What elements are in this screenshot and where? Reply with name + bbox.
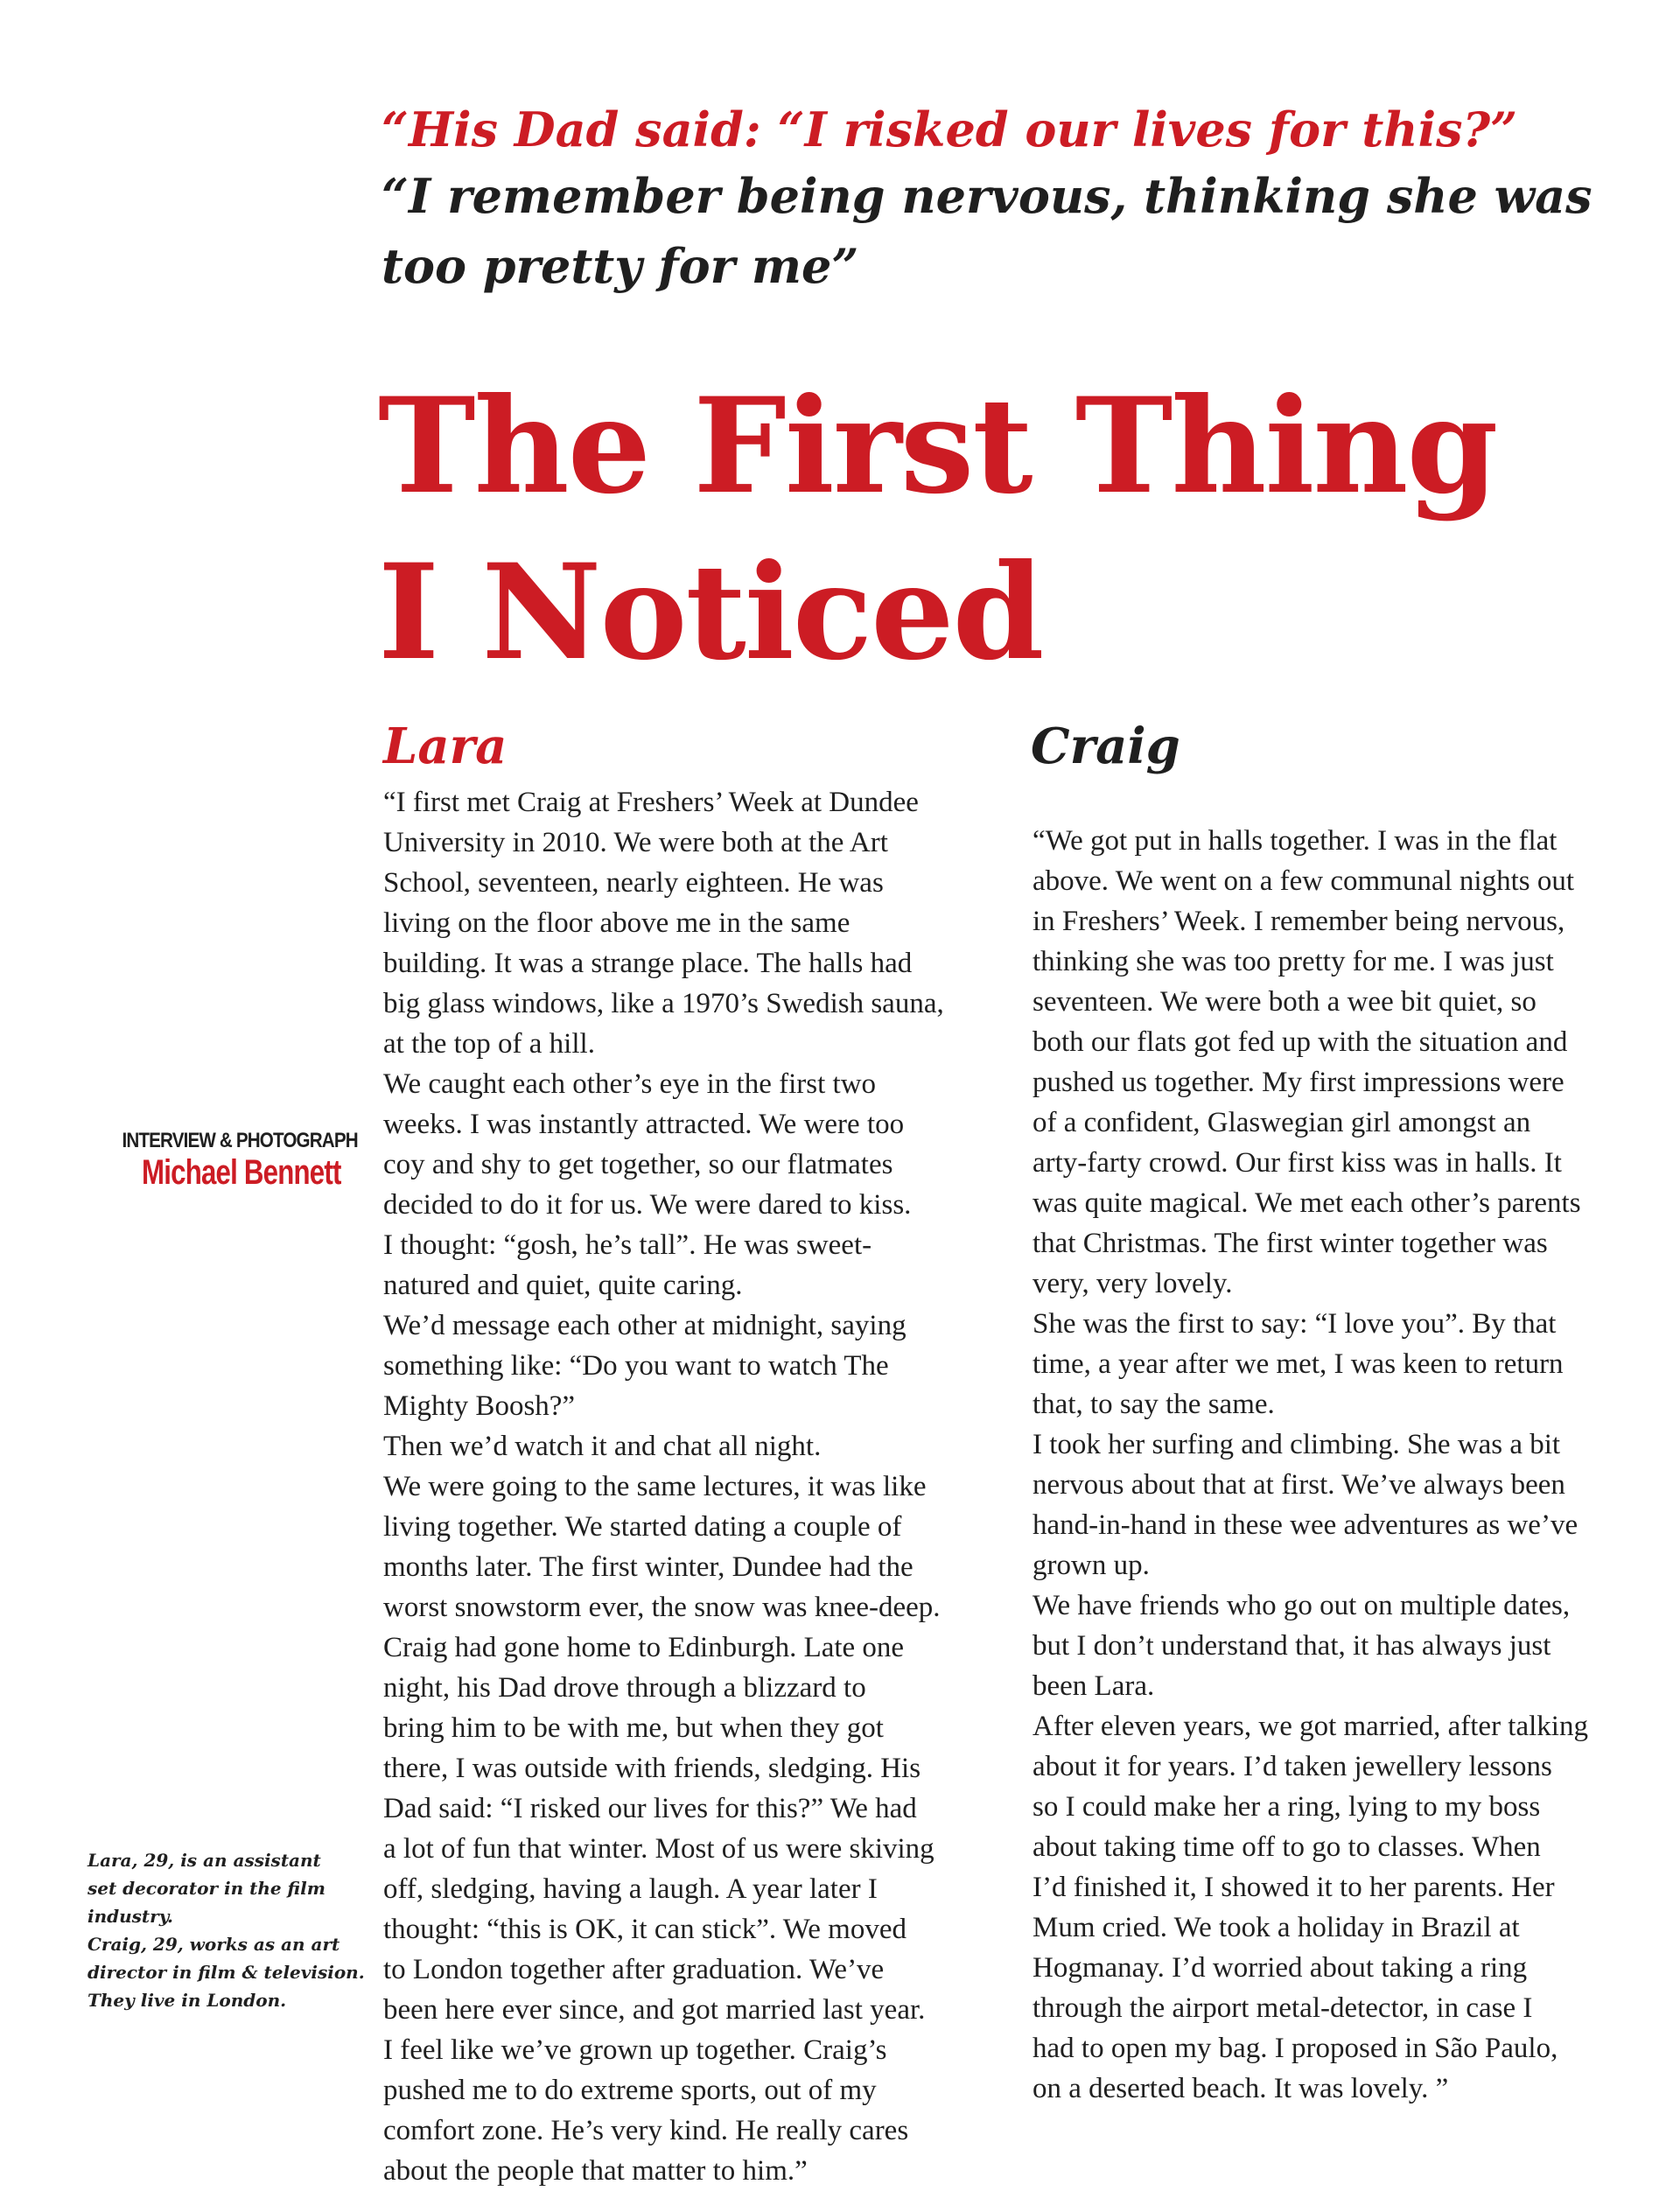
lara-text-line: Then we’d watch it and chat all night. [383, 1431, 822, 1462]
credit-label: INTERVIEW & PHOTOGRAPH [122, 1129, 358, 1152]
page-title-line-2: I Noticed [378, 536, 1043, 690]
lara-text-line: building. It was a strange place. The halls had [383, 948, 913, 979]
lara-text-line: something like: “Do you want to watch The [383, 1350, 889, 1382]
lara-text-line: thought: “this is OK, it can stick”. We moved [383, 1914, 906, 1945]
lara-text-line: We caught each other’s eye in the first two [383, 1068, 877, 1100]
lara-text-line: at the top of a hill. [383, 1028, 595, 1060]
craig-text-line: thinking she was too pretty for me. I was just [1032, 946, 1554, 977]
lara-text-line: been here ever since, and got married last year. [383, 1994, 926, 2026]
craig-text-line: Hogmanay. I’d worried about taking a ring [1032, 1952, 1528, 1984]
lara-text-line: worst snowstorm ever, the snow was knee-deep. [383, 1592, 941, 1623]
craig-text-line: nervous about that at first. We’ve always been [1032, 1469, 1565, 1501]
craig-text-line: I took her surfing and climbing. She was a bit [1032, 1429, 1561, 1460]
bio-line: They live in London. [88, 1990, 287, 2011]
craig-text-line: I’d finished it, I showed it to her parents. Her [1032, 1872, 1555, 1903]
lara-text-line: weeks. I was instantly attracted. We were too [383, 1109, 905, 1140]
lara-text-line: about the people that matter to him.” [383, 2155, 808, 2187]
pull-quote-black-line-1: “I remember being nervous, thinking she was [382, 168, 1592, 224]
lara-text-line: I thought: “gosh, he’s tall”. He was sweet- [383, 1229, 872, 1261]
craig-text-line: so I could make her a ring, lying to my boss [1032, 1791, 1541, 1823]
lara-text-line: Craig had gone home to Edinburgh. Late one [383, 1632, 905, 1663]
craig-text-line: about taking time off to go to classes. When [1032, 1831, 1541, 1863]
lara-text-line: coy and shy to get together, so our flatmates [383, 1149, 893, 1180]
craig-text-line: “We got put in halls together. I was in the flat [1032, 825, 1558, 857]
craig-text-line: on a deserted beach. It was lovely. ” [1032, 2073, 1449, 2104]
lara-text-line: Mighty Boosh?” [383, 1390, 576, 1422]
craig-text-line: of a confident, Glaswegian girl amongst an [1032, 1107, 1531, 1138]
lara-text-line: Dad said: “I risked our lives for this?” We had [383, 1793, 917, 1824]
craig-heading: Craig [1031, 718, 1180, 775]
craig-text-line: time, a year after we met, I was keen to return [1032, 1348, 1564, 1380]
lara-text-line: a lot of fun that winter. Most of us were skiving [383, 1833, 934, 1865]
bio-line: Lara, 29, is an assistant [88, 1850, 321, 1871]
craig-text-line: about it for years. I’d taken jewellery lessons [1032, 1751, 1552, 1782]
lara-text-line: natured and quiet, quite caring. [383, 1270, 743, 1301]
craig-column [1032, 821, 1628, 2109]
lara-text-line: living on the floor above me in the same [383, 907, 850, 939]
lara-heading: Lara [383, 718, 508, 775]
craig-text-line: seventeen. We were both a wee bit quiet, so [1032, 986, 1536, 1018]
craig-text-line: She was the first to say: “I love you”. By that [1032, 1308, 1557, 1340]
lara-text-line: bring him to be with me, but when they got [383, 1712, 884, 1744]
bio-note [88, 1846, 368, 2014]
bio-line: Craig, 29, works as an art [88, 1934, 340, 1955]
craig-text-line: We have friends who go out on multiple dates, [1032, 1590, 1571, 1621]
craig-text-line: in Freshers’ Week. I remember being nervous, [1032, 906, 1565, 937]
lara-text-line: comfort zone. He’s very kind. He really cares [383, 2115, 909, 2146]
bio-line: director in film & television. [88, 1962, 365, 1983]
lara-text-line: big glass windows, like a 1970’s Swedish sauna, [383, 988, 944, 1019]
craig-text-line: above. We went on a few communal nights out [1032, 865, 1575, 897]
lara-text-line: to London together after graduation. We’ve [383, 1954, 885, 1985]
lara-text-line: months later. The first winter, Dundee had the [383, 1551, 914, 1583]
interview-credit [88, 1129, 358, 1192]
lara-text-line: living together. We started dating a couple of [383, 1511, 902, 1543]
lara-text-line: School, seventeen, nearly eighteen. He was [383, 867, 884, 899]
lara-text-line: pushed me to do extreme sports, out of my [383, 2075, 877, 2106]
craig-text-line: that, to say the same. [1032, 1389, 1275, 1420]
credit-name: Michael Bennett [142, 1153, 341, 1192]
lara-text-line: We were going to the same lectures, it was like [383, 1471, 927, 1502]
craig-text-line: arty-farty crowd. Our first kiss was in halls. It [1032, 1147, 1562, 1179]
page-title-line-1: The First Thing [378, 369, 1497, 523]
craig-text-line: through the airport metal-detector, in case I [1032, 1992, 1533, 2024]
craig-text-line: very, very lovely. [1032, 1268, 1233, 1299]
craig-text-line: grown up. [1032, 1550, 1150, 1581]
craig-text-line: pushed us together. My first impressions were [1032, 1067, 1564, 1098]
lara-text-line: there, I was outside with friends, sledging. His [383, 1753, 921, 1784]
bio-line: set decorator in the film [88, 1878, 326, 1899]
pull-quote-black-line-2: too pretty for me” [382, 238, 859, 294]
craig-text-line: both our flats got fed up with the situation and [1032, 1026, 1568, 1058]
craig-text-line: but I don’t understand that, it has always just [1032, 1630, 1551, 1662]
lara-column [383, 782, 1013, 2191]
lara-text-line: off, sledging, having a laugh. A year later I [383, 1873, 878, 1905]
lara-text-line: We’d message each other at midnight, saying [383, 1310, 906, 1341]
craig-text-line: been Lara. [1032, 1670, 1155, 1702]
lara-text-line: I feel like we’ve grown up together. Craig’s [383, 2034, 887, 2066]
craig-text-line: had to open my bag. I proposed in São Paulo, [1032, 2033, 1558, 2064]
lara-text-line: decided to do it for us. We were dared to kiss. [383, 1189, 912, 1221]
lara-text-line: “I first met Craig at Freshers’ Week at Dundee [383, 787, 919, 818]
craig-text-line: was quite magical. We met each other’s parents [1032, 1187, 1581, 1219]
craig-text-line: Mum cried. We took a holiday in Brazil at [1032, 1912, 1520, 1943]
craig-text-line: hand-in-hand in these wee adventures as we’ve [1032, 1509, 1578, 1541]
craig-text-line: that Christmas. The first winter together was [1032, 1228, 1548, 1259]
lara-text-line: University in 2010. We were both at the Art [383, 827, 888, 858]
craig-text-line: After eleven years, we got married, after talking [1032, 1711, 1588, 1742]
lara-text-line: night, his Dad drove through a blizzard to [383, 1672, 866, 1704]
pull-quote-red: “His Dad said: “I risked our lives for this?” [382, 102, 1518, 158]
bio-line: industry. [88, 1906, 173, 1927]
